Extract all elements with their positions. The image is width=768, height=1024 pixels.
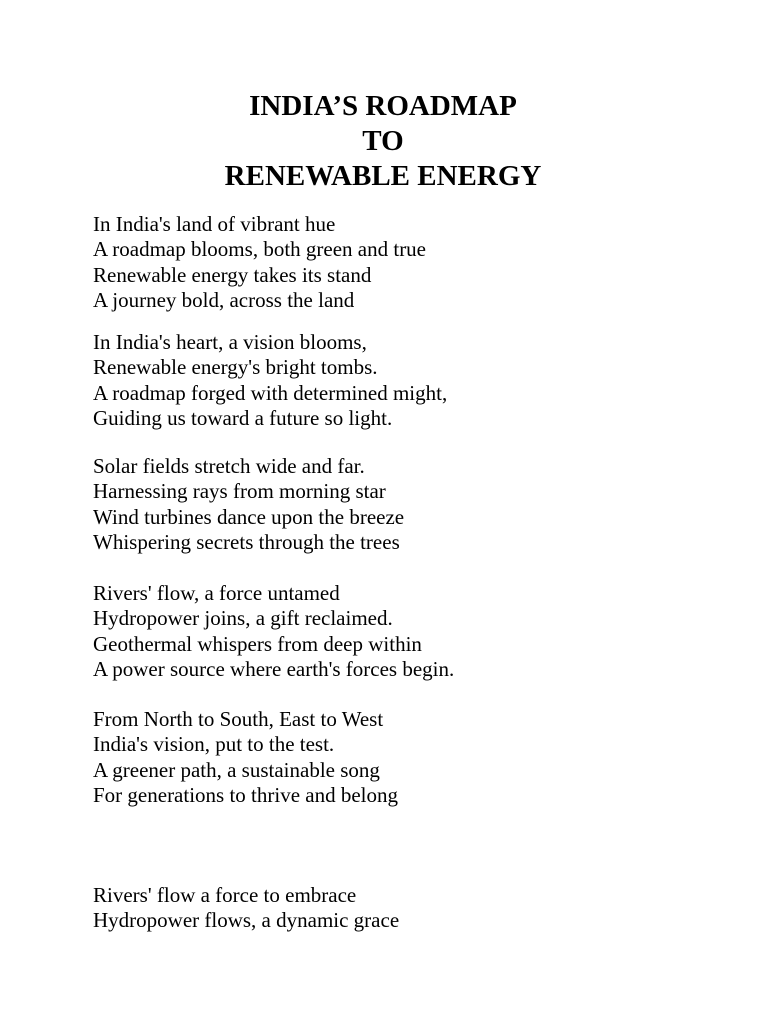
- poem-line: A roadmap forged with determined might,: [93, 380, 448, 405]
- title-line-1: INDIA’S ROADMAP: [249, 90, 517, 122]
- poem-line: In India's heart, a vision blooms,: [93, 330, 367, 354]
- stanza-6: [93, 883, 733, 934]
- poem-line: In India's land of vibrant hue: [93, 212, 336, 236]
- poem-line: Geothermal whispers from deep within: [93, 631, 422, 656]
- poem-line: A journey bold, across the land: [93, 287, 355, 312]
- poem-line: Renewable energy's bright tombs.: [93, 355, 378, 380]
- poem-line: Whispering secrets through the trees: [93, 529, 400, 554]
- stanza-3: [93, 454, 733, 555]
- stanza-5: [93, 707, 733, 808]
- stanza-4: [93, 581, 733, 682]
- stanza-2: [93, 330, 733, 431]
- poem-line: Guiding us toward a future so light.: [93, 405, 393, 430]
- poem-line: Rivers' flow, a force untamed: [93, 581, 340, 605]
- poem-line: India's vision, put to the test.: [93, 732, 335, 757]
- poem-line: Harnessing rays from morning star: [93, 479, 386, 504]
- poem-line: Renewable energy takes its stand: [93, 262, 372, 287]
- poem-line: Hydropower flows, a dynamic grace: [93, 908, 400, 933]
- poem-title: [0, 89, 766, 194]
- poem-line: A power source where earth's forces begin.: [93, 656, 455, 681]
- poem-line: A roadmap blooms, both green and true: [93, 237, 427, 262]
- poem-line: Hydropower joins, a gift reclaimed.: [93, 606, 393, 631]
- poem-line: For generations to thrive and belong: [93, 782, 399, 807]
- poem-line: Solar fields stretch wide and far.: [93, 454, 365, 478]
- stanza-1: [93, 212, 733, 313]
- poem-line: A greener path, a sustainable song: [93, 757, 380, 782]
- poem-line: Rivers' flow a force to embrace: [93, 883, 357, 907]
- poem-line: Wind turbines dance upon the breeze: [93, 504, 405, 529]
- poem-line: From North to South, East to West: [93, 707, 384, 731]
- title-line-2: TO: [362, 125, 404, 157]
- title-line-3: RENEWABLE ENERGY: [224, 160, 542, 192]
